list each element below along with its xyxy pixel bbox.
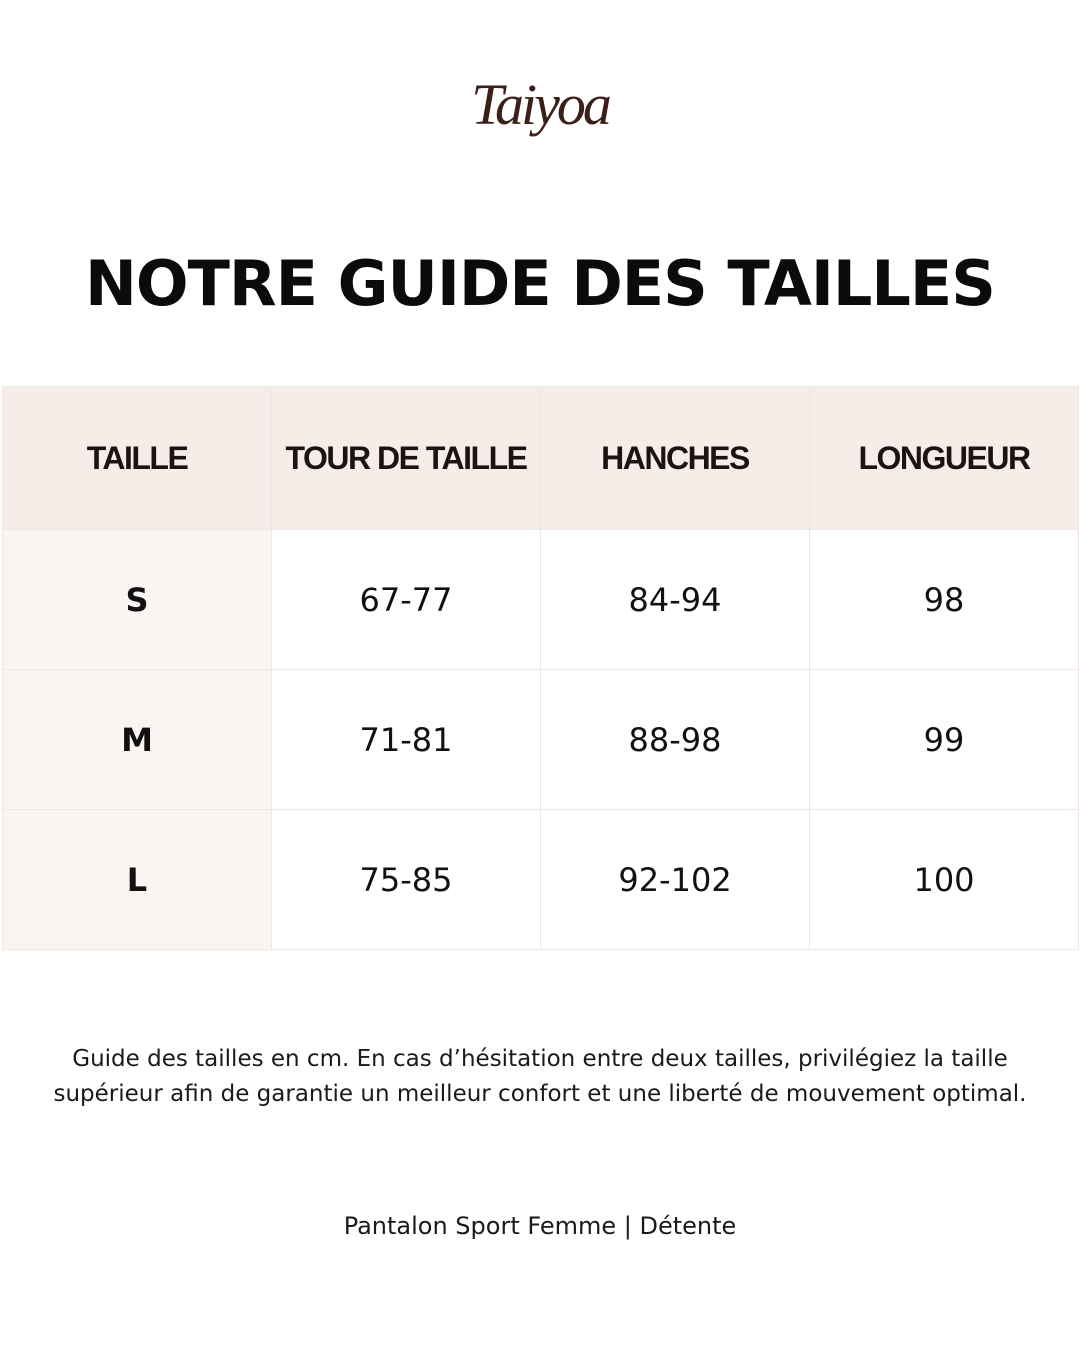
- table-row: [3, 810, 1079, 950]
- waist-value: 67-77: [272, 530, 541, 670]
- size-label: L: [3, 810, 272, 950]
- size-chart-table: [2, 386, 1079, 950]
- header-tour-de-taille: TOUR DE TAILLE: [272, 387, 541, 530]
- size-guide-note: [0, 1042, 1080, 1112]
- note-line-2: supérieur afin de garantie un meilleur confort et une liberté de mouvement optimal.: [53, 1081, 1027, 1107]
- header-longueur: LONGUEUR: [810, 387, 1079, 530]
- logo-wordmark: [420, 62, 660, 152]
- note-line-1: Guide des tailles en cm. En cas d’hésitation entre deux tailles, privilégiez la taille: [72, 1046, 1008, 1072]
- waist-value: 75-85: [272, 810, 541, 950]
- length-value: 99: [810, 670, 1079, 810]
- table-row: [3, 670, 1079, 810]
- brand-logo: [0, 62, 1080, 152]
- waist-value: 71-81: [272, 670, 541, 810]
- header-hanches: HANCHES: [541, 387, 810, 530]
- length-value: 100: [810, 810, 1079, 950]
- size-label: M: [3, 670, 272, 810]
- header-taille: TAILLE: [3, 387, 272, 530]
- product-caption: Pantalon Sport Femme | Détente: [343, 1212, 737, 1240]
- length-value: 98: [810, 530, 1079, 670]
- hips-value: 92-102: [541, 810, 810, 950]
- hips-value: 84-94: [541, 530, 810, 670]
- size-label: S: [3, 530, 272, 670]
- logo-text: Taiyoa: [471, 72, 609, 137]
- table-header-row: [3, 387, 1079, 530]
- hips-value: 88-98: [541, 670, 810, 810]
- page-title: NOTRE GUIDE DES TAILLES: [85, 247, 995, 320]
- table-row: [3, 530, 1079, 670]
